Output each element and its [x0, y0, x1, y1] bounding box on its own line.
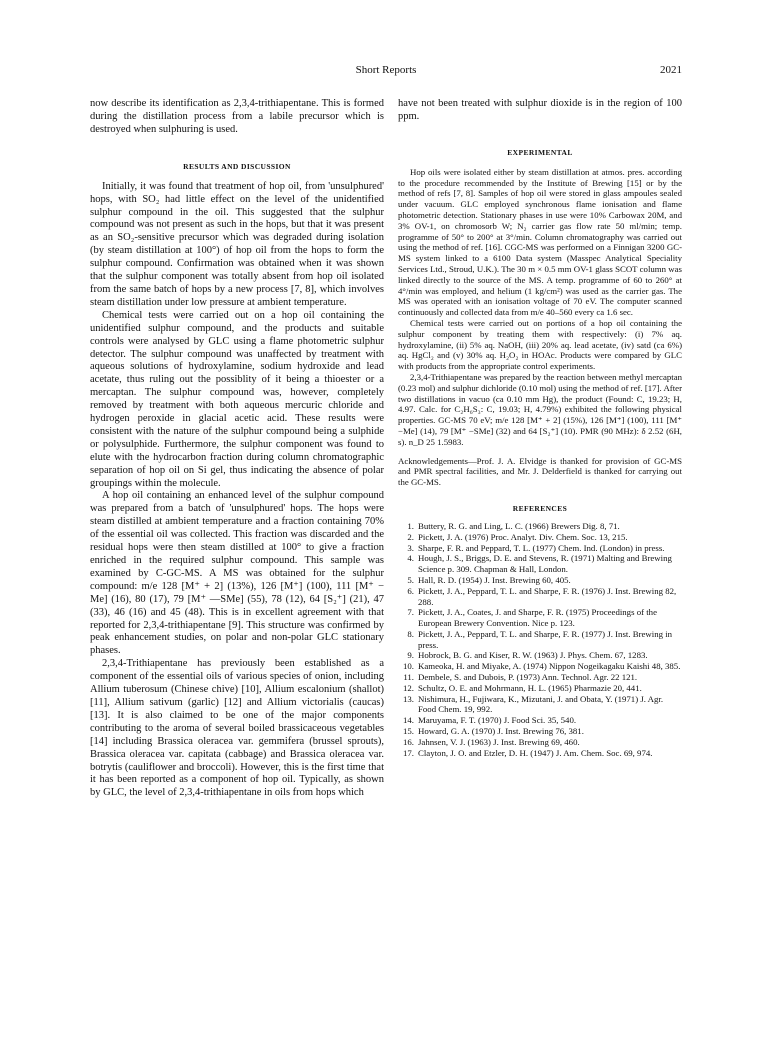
reference-item	[398, 607, 682, 629]
results-paragraph-2: Chemical tests were carried out on a hop oil containing the unidentified sulphur compound, and the products and suitable controls were analysed by GLC using a flame photometric sulphur detector. The sulphur compound was unaffected by treatment with aqueous solutions of hydroxylamine, sodium hydroxide and lead acetate, thus ruling out the possiblity of it being a thioester or a mercaptan. The sulphur compound was, however, completely removed by treatment with both aqueous mercuric chloride and hydrogen peroxide in glacial acetic acid. These results were consistent with the nature of the sulphur compound being a sulphide or polysulphide. Furthermore, the sulphur component was found to elute with the hydrocarbon fraction during column chromatographic separation of hop oil on Si gel, thus indicating the absence of polar groupings within the molecule.	[90, 309, 384, 489]
reference-text: Buttery, R. G. and Ling, L. C. (1966) Brewers Dig. 8, 71.	[418, 520, 620, 531]
page-number: 2021	[660, 64, 682, 76]
experimental-paragraph-1: Hop oils were isolated either by steam distillation at atmos. pres. according to the procedure recommended by the Institute of Brewing [15] or by the method of refs [7, 8]. Samples of hop oil were stored in glass ampoules sealed under vacuum. GLC employed synchronous flame ionisation and flame photometric detection. Stationary phases in use were 10% Carbowax 20M, and 3% OV-1, on chromosorb W; N₂ carrier gas flow rate 50 ml/min; temp. programme of 50° to 200° at 3°/min. Column chromatography was carried out using the method of ref. [16]. CGC-MS was performed on a Finnigan 3200 GC-MS system linked to a 6100 Data system (Masspec Analytical Speciality Services Ltd., Stroud, U.K.). The 30 m × 0.5 mm OV-1 glass SCOT column was linked directly to the source of the MS. A temp. programme of 60 to 260° at 4°/min was employed, and helium (1 kg/cm²) was used as the carrier gas. The MS was operated with an ionisation voltage of 70 eV. The computer scanned continuously and collected data from m/e 40–560 every ca 1.6 sec.	[398, 166, 682, 318]
intro-continuation: now describe its identification as 2,3,4-trithiapentane. This is formed during the distillation process from a labile precursor which is destroyed when sulphuring is used.	[90, 98, 384, 135]
reference-text: Howard, G. A. (1970) J. Inst. Brewing 76, 381.	[418, 726, 584, 737]
results-paragraph-3: A hop oil containing an enhanced level of the sulphur compound was prepared from a batch of 'unsulphured' hops. The hops were steam distilled at ambient temperature and a fraction containing 70% of the essential oil was collected. This fraction was discarded and the residual hops were then steam distilled at 100° to give a fraction enriched in the required sulphur compound. This sample was examined by C-GC-MS. A MS was obtained for the sulphur compound: m/e 128 [M⁺ + 2] (13%), 126 [M⁺] (100), 111 [M⁺ − Me] (16), 80 (17), 79 [M⁺ —SMe] (55), 78 (12), 64 [S₂⁺] (21), 47 (33), 46 (16) and 45 (48). This is in excellent agreement with that reported for 2,3,4-trithiapentane [9]. This structure was confirmed by peak enhancement studies, on polar and non-polar GLC stationary phases.	[90, 490, 384, 657]
reference-text: Pickett, J. A. (1976) Proc. Analyt. Div. Chem. Soc. 13, 215.	[418, 531, 628, 542]
page-header	[90, 64, 682, 78]
reference-text: Dembele, S. and Dubois, P. (1973) Ann. Technol. Agr. 22 121.	[418, 672, 638, 683]
reference-number: 16.	[403, 736, 414, 747]
reference-text: Hobrock, B. G. and Kiser, R. W. (1963) J. Phys. Chem. 67, 1283.	[418, 650, 648, 661]
reference-number: 4.	[407, 553, 414, 564]
reference-item	[398, 629, 682, 651]
reference-item	[398, 683, 682, 694]
reference-number: 11.	[403, 672, 414, 683]
reference-item	[398, 737, 682, 748]
reference-text: Kameoka, H. and Miyake, A. (1974) Nippon Nogeikagaku Kaishi 48, 385.	[418, 661, 681, 672]
reference-text: Nishimura, H., Fujiwara, K., Mizutani, J. and Obata, Y. (1971) J. Agr. Food Chem. 19, 992.	[418, 693, 664, 715]
reference-text: Maruyama, F. T. (1970) J. Food Sci. 35, 540.	[418, 715, 577, 726]
reference-text: Pickett, J. A., Peppard, T. L. and Sharpe, F. R. (1977) J. Inst. Brewing in press.	[418, 628, 673, 650]
reference-text: Jahnsen, V. J. (1963) J. Inst. Brewing 69, 460.	[418, 736, 580, 747]
reference-list	[398, 521, 682, 759]
reference-text: Clayton, J. O. and Etzler, D. H. (1947) J. Am. Chem. Soc. 69, 974.	[418, 747, 653, 758]
reference-number: 7.	[407, 607, 414, 618]
experimental-paragraph-2: Chemical tests were carried out on portions of a hop oil containing the sulphur component by treating them with respectively: (i) 7% aq. hydroxylamine, (ii) 5% aq. NaOH, (iii) 20% aq. lead acetate, (iv) satd (ca 6%) aq. HgCl₂ and (v) 30% aq. H₂O₂ in HOAc. Products were compared by GLC with products from the appropriate control experiments.	[398, 317, 682, 372]
reference-text: Hall, R. D. (1954) J. Inst. Brewing 60, 405.	[418, 574, 571, 585]
reference-number: 1.	[407, 520, 414, 531]
reference-item	[398, 521, 682, 532]
experimental-heading: EXPERIMENTAL	[507, 147, 573, 157]
right-column	[398, 98, 682, 758]
reference-item	[398, 575, 682, 586]
results-heading: RESULTS AND DISCUSSION	[183, 161, 291, 171]
left-column	[90, 98, 384, 800]
reference-number: 17.	[403, 747, 414, 758]
reference-item	[398, 553, 682, 575]
reference-text: Pickett, J. A., Coates, J. and Sharpe, F. R. (1975) Proceedings of the European Brewery Convention. Nice p. 123.	[418, 607, 657, 629]
acknowledgements: Acknowledgements—Prof. J. A. Elvidge is thanked for provision of GC-MS and PMR spectral facilities, and Mr. J. Delderfield is thanked for carrying out the GC-MS.	[398, 455, 682, 488]
reference-number: 9.	[407, 650, 414, 661]
reference-number: 8.	[407, 628, 414, 639]
reference-number: 15.	[403, 726, 414, 737]
reference-number: 3.	[407, 542, 414, 553]
reference-item	[398, 586, 682, 608]
reference-item	[398, 543, 682, 554]
reference-number: 6.	[407, 585, 414, 596]
reference-text: Hough, J. S., Briggs, D. E. and Stevens, R. (1971) Malting and Brewing Science p. 309. Chapman & Hall, London.	[418, 553, 672, 575]
reference-number: 2.	[407, 531, 414, 542]
reference-text: Schultz, O. E. and Mohrmann, H. L. (1965) Pharmazie 20, 441.	[418, 682, 642, 693]
reference-item	[398, 726, 682, 737]
references-heading: REFERENCES	[512, 503, 568, 513]
reference-text: Pickett, J. A., Peppard, T. L. and Sharpe, F. R. (1976) J. Inst. Brewing 82, 288.	[418, 585, 677, 607]
reference-item	[398, 715, 682, 726]
reference-item	[398, 650, 682, 661]
running-title: Short Reports	[355, 64, 417, 76]
reference-item	[398, 661, 682, 672]
continuation-paragraph: have not been treated with sulphur dioxide is in the region of 100 ppm.	[398, 98, 682, 122]
reference-text: Sharpe, F. R. and Peppard, T. L. (1977) Chem. Ind. (London) in press.	[418, 542, 665, 553]
reference-number: 5.	[407, 574, 414, 585]
reference-number: 12.	[403, 682, 414, 693]
reference-number: 13.	[403, 693, 414, 704]
results-paragraph-1: Initially, it was found that treatment of hop oil, from 'unsulphured' hops, with SO₂ had little effect on the level of the unidentified sulphur compound in the oil. This suggested that the sulphur compound was not present as such in the hops, but that it was present as an SO₂-sensitive precursor which was degraded during isolation (by steam distillation at 100°) of hop oil from the hops to form the sulphur compound. Confirmation was obtained when it was shown that the sulphur component was totally absent from hop oil isolated from the same batch of hops by a new process [7, 8], which involves steam distillation under low pressure at ambient temperature.	[90, 180, 384, 308]
reference-item	[398, 532, 682, 543]
reference-number: 10.	[403, 661, 414, 672]
experimental-paragraph-3: 2,3,4-Trithiapentane was prepared by the reaction between methyl mercaptan (0.23 mol) and sulphur dichloride (0.10 mol) using the method of ref. [17]. After two distillations in vacuo (ca 0.10 mm Hg), the product (Found: C, 19.23; H, 4.97. Calc. for C₂H₆S₃: C, 19.03; H, 4.79%) exhibited the following physical properties. GC-MS 70 eV; m/e 128 [M⁺ + 2] (15%), 126 [M⁺] (100), 111 [M⁺ −Me] (14), 79 [M⁺ −SMe] (32) and 64 [S₂⁺] (10). PMR (90 MHz): δ 2.52 (6H, s). n_D 25 1.5983.	[398, 371, 682, 447]
reference-number: 14.	[403, 715, 414, 726]
reference-item	[398, 672, 682, 683]
results-paragraph-4: 2,3,4-Trithiapentane has previously been established as a component of the essential oils of various species of onion, including Allium tuberosum (Chinese chive) [10], Allium escalonium (shallot) [11], Allium sativum (garlic) [12] and Allium victorialis (caucas) [13]. It is also claimed to be one of the major components contributing to the aroma of several boiled brassicaceous vegetables [14] including Brassica oleracea var. gemmifera (brussel sprouts), Brassica oleracea var. capitata (cabbage) and Brassica oleracea var. botrytis (cauliflower and broccoli). However, this is the first time that it has been reported as a component of hop oil. Typically, as shown by GLC, the level of 2,3,4-trithiapentane in oils from hops which	[90, 658, 384, 799]
reference-item	[398, 694, 682, 716]
reference-item	[398, 748, 682, 759]
